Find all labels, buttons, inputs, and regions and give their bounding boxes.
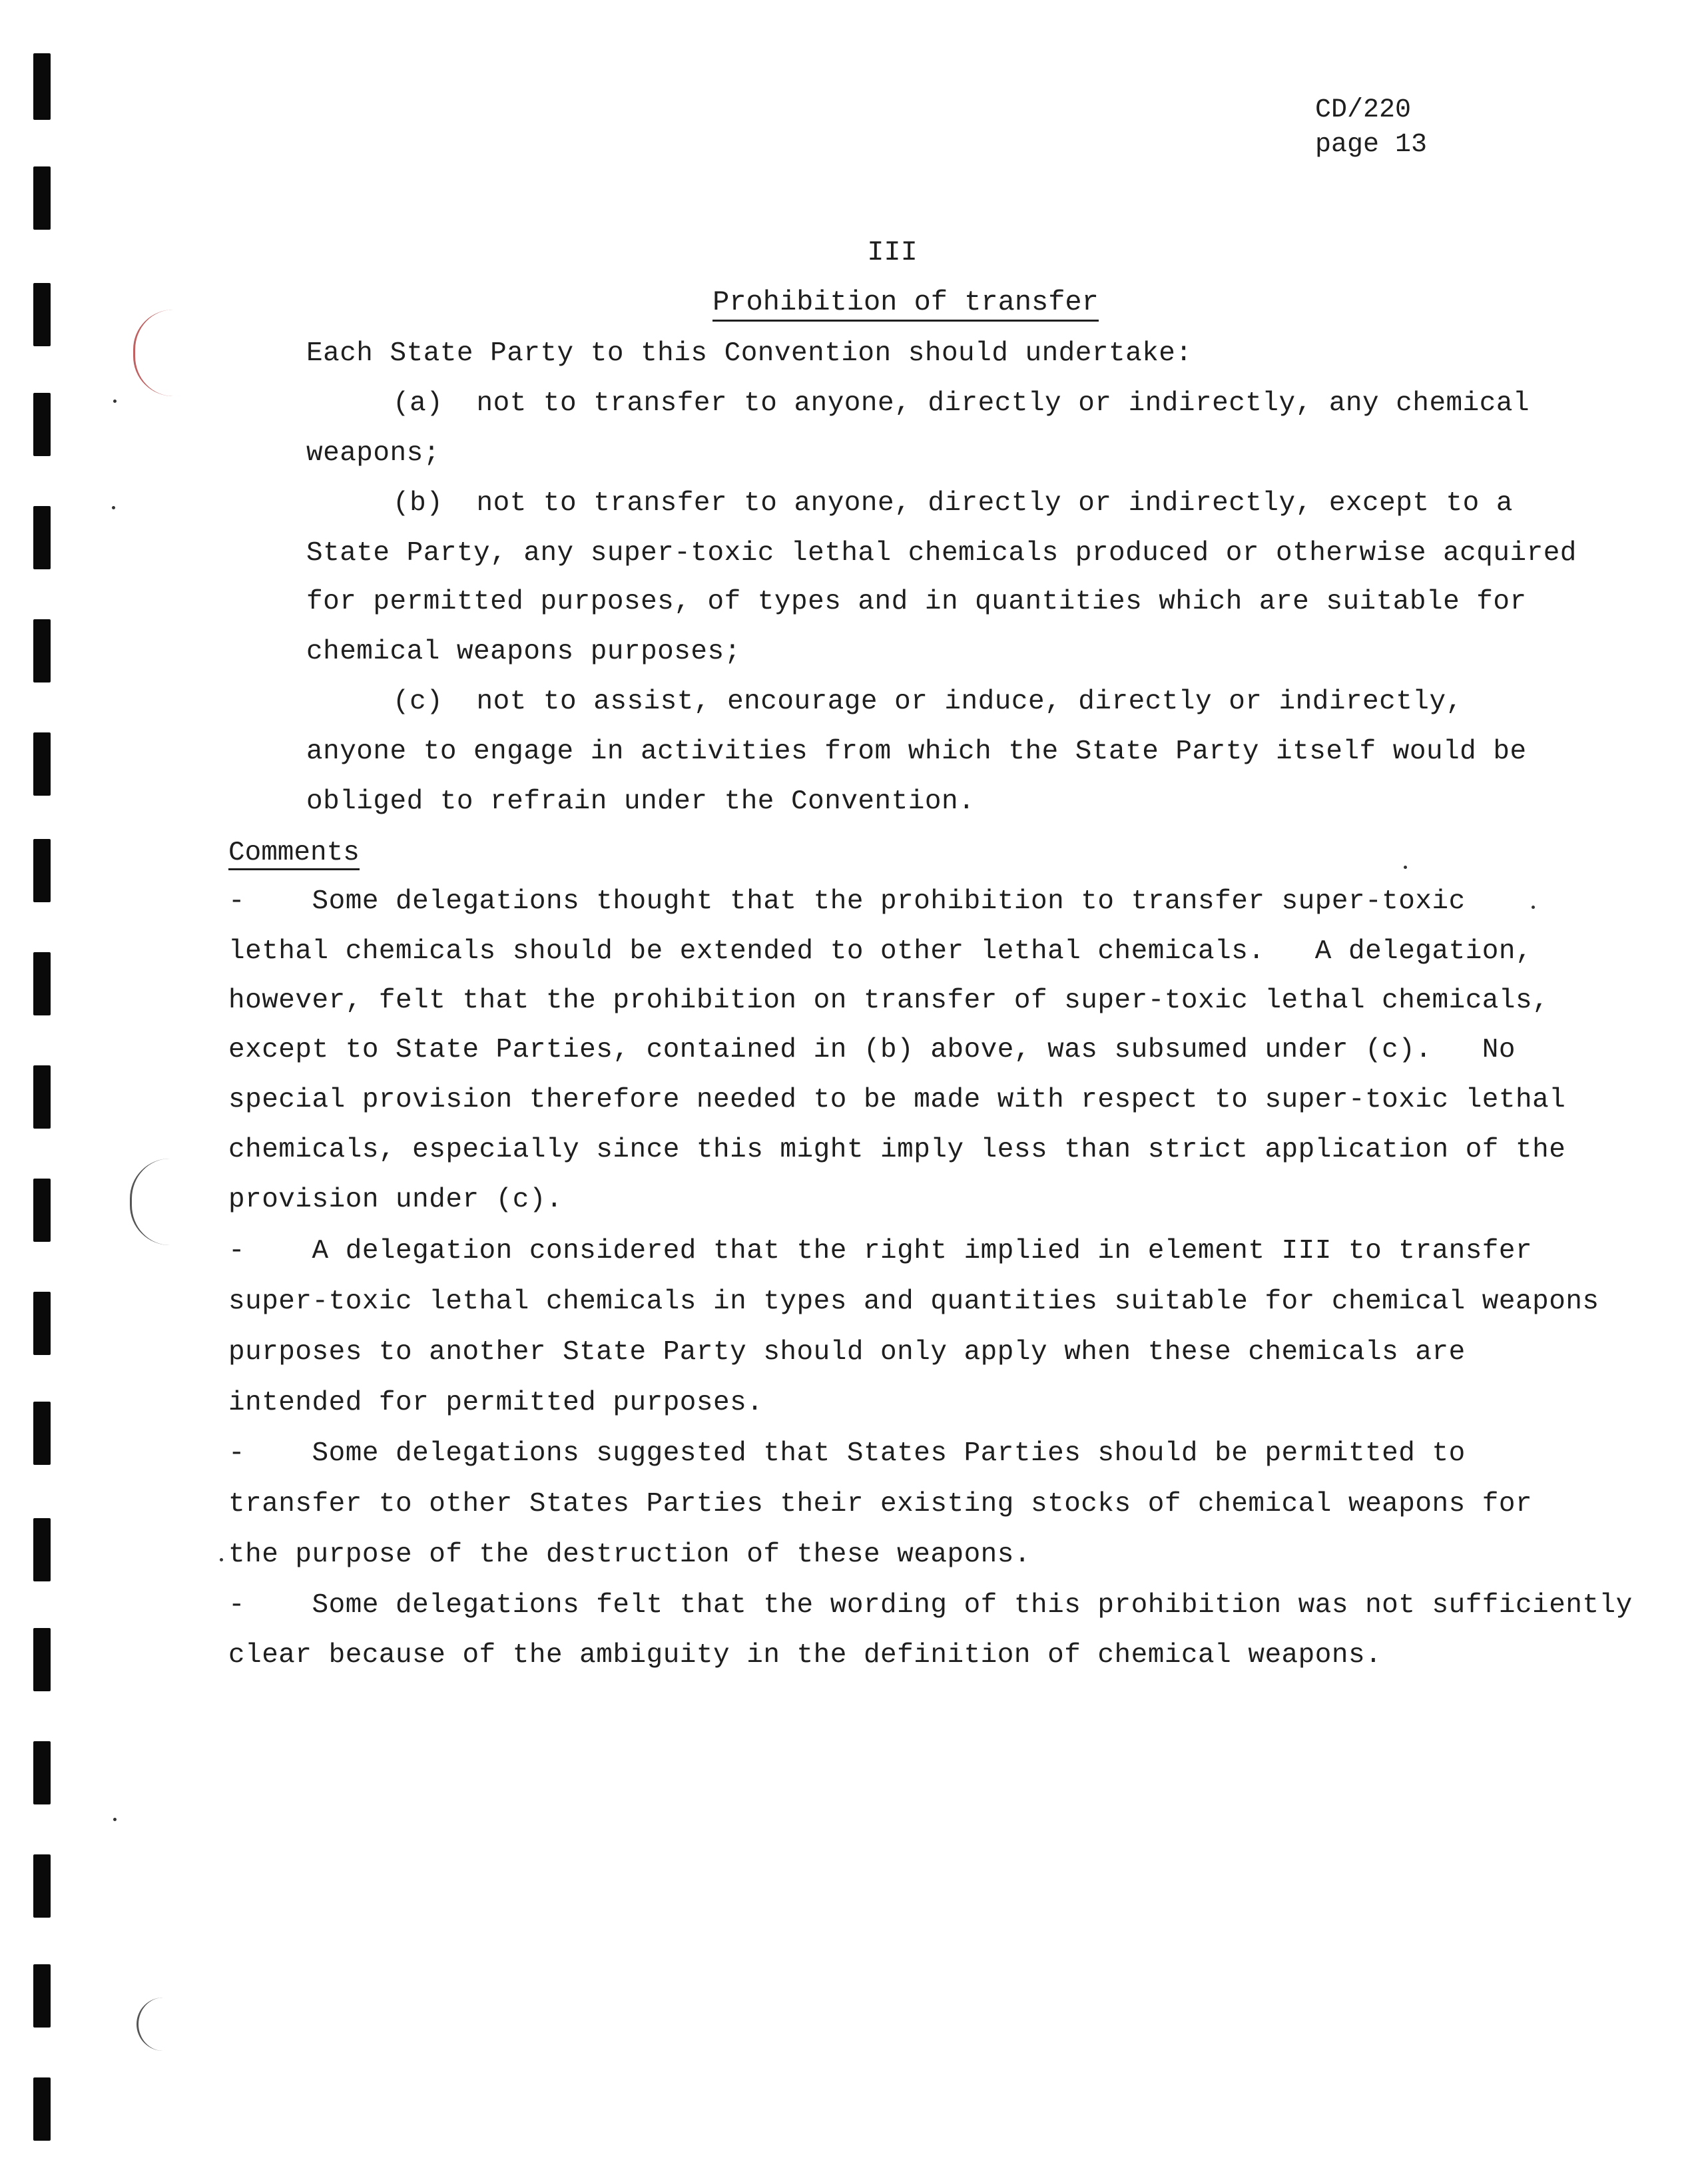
binder-mark [33, 1964, 51, 2028]
comment-line: provision under (c). [228, 1185, 563, 1215]
comment-line: - Some delegations thought that the prohibition to transfer super-toxic [228, 886, 1466, 917]
document-reference [1315, 93, 1427, 162]
comment-line: chemicals, especially since this might imply less than strict application of the [228, 1135, 1566, 1165]
body-line: obliged to refrain under the Convention. [306, 786, 976, 817]
body-line: (b) not to transfer to anyone, directly or indirectly, except to a [393, 488, 1513, 519]
binder-mark [33, 393, 51, 456]
comments-heading-text: Comments [228, 838, 360, 870]
binder-mark [33, 1402, 51, 1465]
punch-hole-arc [133, 310, 208, 396]
comment-line: - A delegation considered that the right implied in element III to transfer [228, 1236, 1533, 1266]
binder-mark [33, 1628, 51, 1691]
comment-line: lethal chemicals should be extended to other lethal chemicals. A delegation, [228, 936, 1533, 967]
scan-speck [220, 1558, 223, 1561]
punch-hole-arc [130, 1159, 205, 1245]
scan-speck [113, 400, 117, 403]
binder-mark [33, 1179, 51, 1242]
binder-mark [33, 1292, 51, 1355]
body-line: anyone to engage in activities from which the State Party itself would be [306, 736, 1527, 767]
body-line: chemical weapons purposes; [306, 637, 741, 667]
binder-mark [33, 619, 51, 682]
section-title-text: Prohibition of transfer [712, 286, 1099, 322]
comment-line: - Some delegations suggested that States Parties should be permitted to [228, 1438, 1466, 1469]
binder-mark [33, 952, 51, 1015]
body-line: (c) not to assist, encourage or induce, directly or indirectly, [393, 686, 1463, 717]
body-line: weapons; [306, 438, 440, 469]
comment-line: purposes to another State Party should only apply when these chemicals are [228, 1337, 1466, 1368]
comment-line: the purpose of the destruction of these weapons. [228, 1539, 1031, 1570]
comments-heading [228, 838, 360, 868]
section-title [0, 286, 1696, 318]
section-number: III [867, 236, 918, 268]
binder-mark [33, 1518, 51, 1581]
comment-line: transfer to other States Parties their existing stocks of chemical weapons for [228, 1489, 1533, 1519]
comment-line: super-toxic lethal chemicals in types and quantities suitable for chemical weapons [228, 1286, 1599, 1317]
comment-line: special provision therefore needed to be made with respect to super-toxic lethal [228, 1085, 1566, 1115]
binder-mark [33, 506, 51, 569]
body-line: Each State Party to this Convention should undertake: [306, 338, 1193, 369]
comment-line: clear because of the ambiguity in the definition of chemical weapons. [228, 1640, 1382, 1671]
comment-line: - Some delegations felt that the wording of this prohibition was not sufficiently [228, 1590, 1633, 1621]
binder-mark [33, 2077, 51, 2141]
scan-speck [112, 506, 115, 509]
page-number: page 13 [1315, 130, 1428, 160]
document-number: CD/220 [1315, 95, 1412, 125]
scan-speck [1404, 866, 1407, 869]
scan-speck [113, 1818, 117, 1821]
body-line: (a) not to transfer to anyone, directly or indirectly, any chemical [393, 388, 1530, 419]
body-line: for permitted purposes, of types and in quantities which are suitable for [306, 587, 1527, 617]
scan-speck [1532, 906, 1535, 909]
body-line: State Party, any super-toxic lethal chemicals produced or otherwise acquired [306, 538, 1577, 569]
comment-line: intended for permitted purposes. [228, 1388, 764, 1418]
binder-mark [33, 732, 51, 796]
binder-mark [33, 1741, 51, 1804]
punch-hole-arc [137, 1998, 212, 2051]
binder-mark [33, 1065, 51, 1129]
binder-mark [33, 1854, 51, 1918]
binder-mark [33, 53, 51, 120]
comment-line: except to State Parties, contained in (b) above, was subsumed under (c). No [228, 1035, 1516, 1065]
binder-mark [33, 166, 51, 230]
comment-line: however, felt that the prohibition on transfer of super-toxic lethal chemicals, [228, 985, 1550, 1016]
binder-mark [33, 839, 51, 902]
